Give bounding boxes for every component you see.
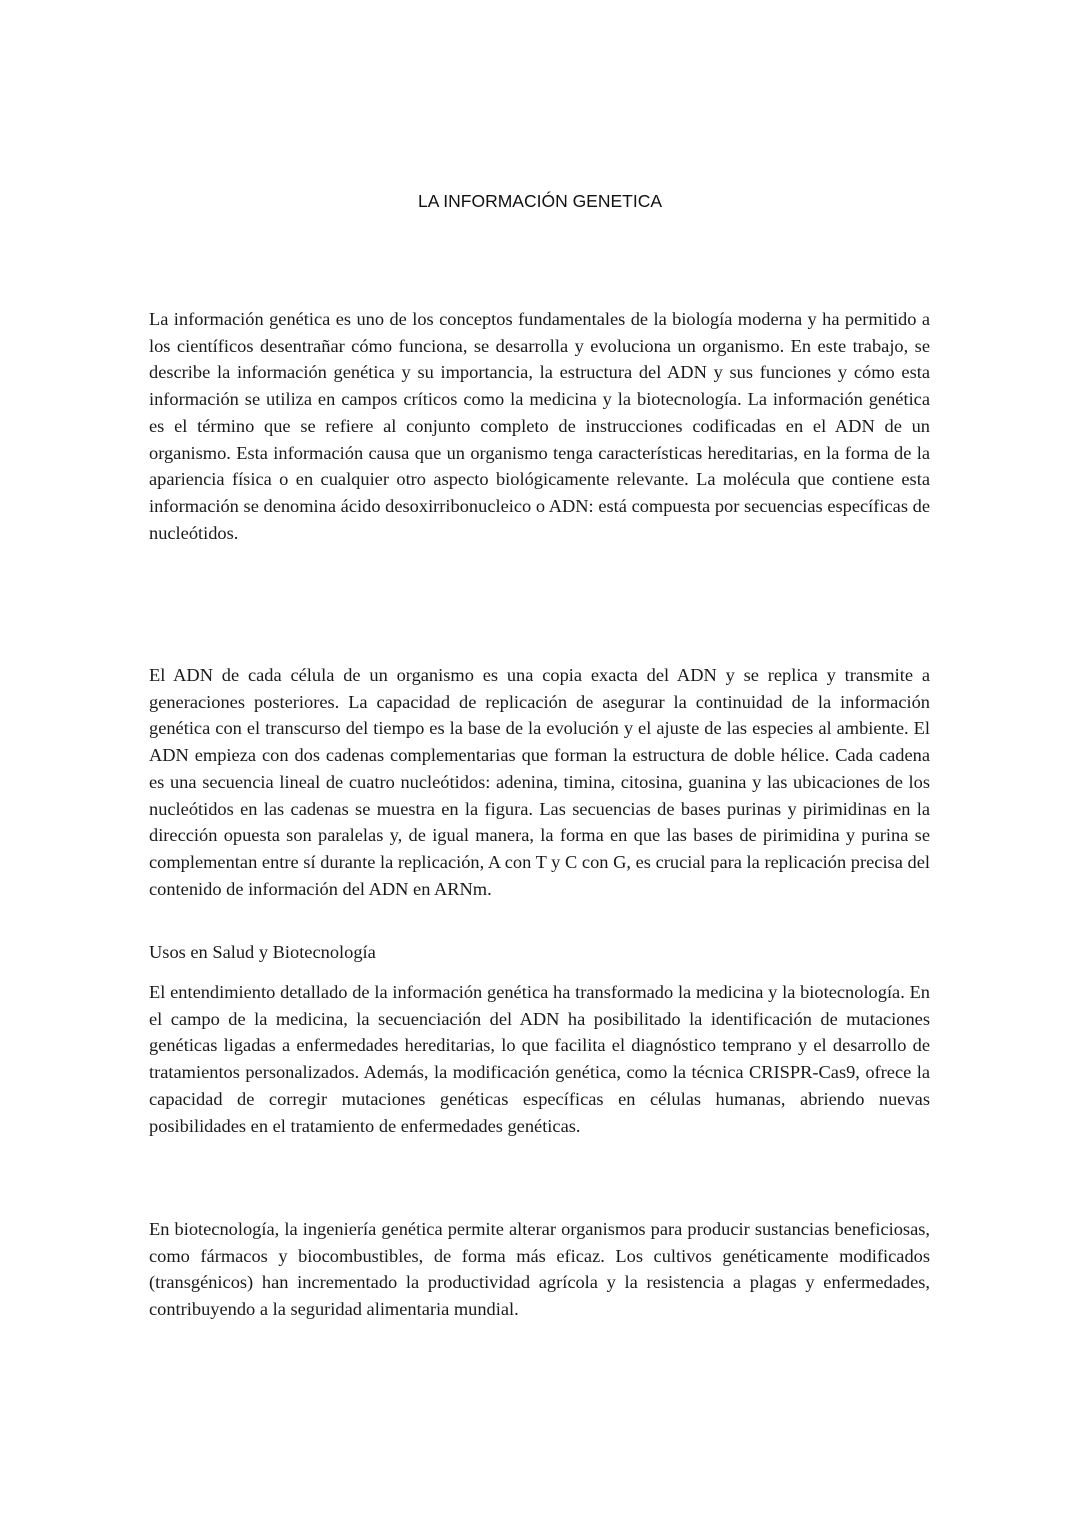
paragraph-medicine: El entendimiento detallado de la información genética ha transformado la medicina y la biotecnología. En el campo de la medicina, la secuenciación del ADN ha posibilitado la identificación de mutaciones genéticas ligadas a enfermedades hereditarias, lo que facilita el diagnóstico temprano y el desarrollo de tratamientos personalizados. Además, la modificación genética, como la técnica CRISPR-Cas9, ofrece la capacidad de corregir mutaciones genéticas específicas en células humanas, abriendo nuevas posibilidades en el tratamiento de enfermedades genéticas. [149, 982, 930, 1136]
paragraph-biotechnology: En biotecnología, la ingeniería genética permite alterar organismos para producir sustancias beneficiosas, como fármacos y biocombustibles, de forma más eficaz. Los cultivos genéticamente modificados (transgénicos) han incrementado la productividad agrícola y la resistencia a plagas y enfermedades, contribuyendo a la seguridad alimentaria mundial. [149, 1219, 930, 1320]
paragraph-adn-replication: El ADN de cada célula de un organismo es una copia exacta del ADN y se replica y transmite a generaciones posteriores. La capacidad de replicación de asegurar la continuidad de la información genética con el transcurso del tiempo es la base de la evolución y el ajuste de las especies al ambiente. El ADN empieza con dos cadenas complementarias que forman la estructura de doble hélice. Cada cadena es una secuencia lineal de cuatro nucleótidos: adenina, timina, citosina, guanina y las ubicaciones de los nucleótidos en las cadenas se muestra en la figura. Las secuencias de bases purinas y pirimidinas en la dirección opuesta son paralelas y, de igual manera, la forma en que las bases de pirimidina y purina se complementan entre sí durante la replicación, A con T y C con G, es crucial para la replicación precisa del contenido de información del ADN en ARNm. [149, 665, 930, 899]
document-title: LA INFORMACIÓN GENETICA [417, 191, 663, 211]
section-subheading: Usos en Salud y Biotecnología [149, 942, 376, 962]
paragraph-introduction: La información genética es uno de los conceptos fundamentales de la biología moderna y ha permitido a los científicos desentrañar cómo funciona, se desarrolla y evoluciona un organismo. En este trabajo, se describe la información genética y su importancia, la estructura del ADN y sus funciones y cómo esta información se utiliza en campos críticos como la medicina y la biotecnología. La información genética es el término que se refiere al conjunto completo de instrucciones codificadas en el ADN de un organismo. Esta información causa que un organismo tenga características hereditarias, en la forma de la apariencia física o en cualquier otro aspecto biológicamente relevante. La molécula que contiene esta información se denomina ácido desoxirribonucleico o ADN: está compuesta por secuencias específicas de nucleótidos. [149, 309, 930, 543]
